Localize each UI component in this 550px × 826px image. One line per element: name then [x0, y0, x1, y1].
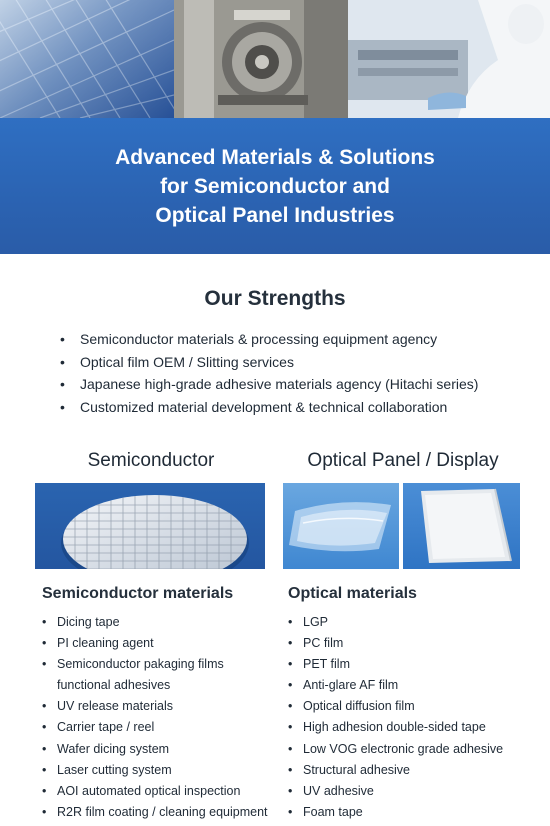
- list-item: • LGP: [288, 612, 538, 633]
- hero-title: [40, 143, 510, 230]
- hero-banner: [0, 118, 550, 254]
- list-item: • Low VOG electronic grade adhesive: [288, 739, 538, 760]
- list-item: • High adhesion double-sided tape: [288, 717, 538, 738]
- semiconductor-materials-heading: Semiconductor materials: [42, 585, 234, 602]
- transparent-film-image: [283, 483, 399, 569]
- hero-title-line: for Semiconductor and: [160, 174, 390, 198]
- wafer-grid-photo: [0, 0, 174, 118]
- strengths-title: Our Strengths: [204, 287, 346, 310]
- list-item: • Optical diffusion film: [288, 696, 538, 717]
- hero-title-line: Advanced Materials & Solutions: [115, 145, 435, 169]
- hero-photo-strip: [0, 0, 550, 118]
- list-item: • Carrier tape / reel: [42, 717, 287, 738]
- diffusion-panel-image: [403, 483, 520, 569]
- optical-materials-heading: Optical materials: [288, 585, 417, 602]
- semiconductor-heading: Semiconductor: [87, 450, 215, 471]
- list-item: • PET film: [288, 654, 538, 675]
- list-item: • AOI automated optical inspection: [42, 781, 287, 802]
- optical-materials-list: [288, 612, 538, 823]
- strength-item: • Customized material development & technical collaboration: [60, 396, 530, 419]
- strength-item: • Optical film OEM / Slitting services: [60, 351, 530, 374]
- semiconductor-materials-list: [42, 612, 287, 823]
- strength-item: • Japanese high-grade adhesive materials agency (Hitachi series): [60, 373, 530, 396]
- cleanroom-photo: [348, 0, 550, 118]
- list-item: • Anti-glare AF film: [288, 675, 538, 696]
- equipment-photo: [174, 0, 348, 118]
- list-item: • Foam tape: [288, 802, 538, 823]
- list-item: • R2R film coating / cleaning equipment: [42, 802, 287, 823]
- hero-title-line: Optical Panel Industries: [155, 203, 395, 227]
- list-item: • Dicing tape: [42, 612, 287, 633]
- list-item: • UV release materials: [42, 696, 287, 717]
- list-item: • PI cleaning agent: [42, 633, 287, 654]
- optical-heading: Optical Panel / Display: [307, 450, 499, 471]
- strength-item: • Semiconductor materials & processing equipment agency: [60, 328, 530, 351]
- list-item: • PC film: [288, 633, 538, 654]
- list-item: • Laser cutting system: [42, 760, 287, 781]
- list-item: • Structural adhesive: [288, 760, 538, 781]
- silicon-wafer-image: [35, 483, 265, 569]
- list-item: functional adhesives: [57, 678, 171, 693]
- strengths-list: [60, 328, 530, 418]
- list-item: • Wafer dicing system: [42, 739, 287, 760]
- list-item: • Semiconductor pakaging films: [42, 654, 287, 675]
- list-item: • UV adhesive: [288, 781, 538, 802]
